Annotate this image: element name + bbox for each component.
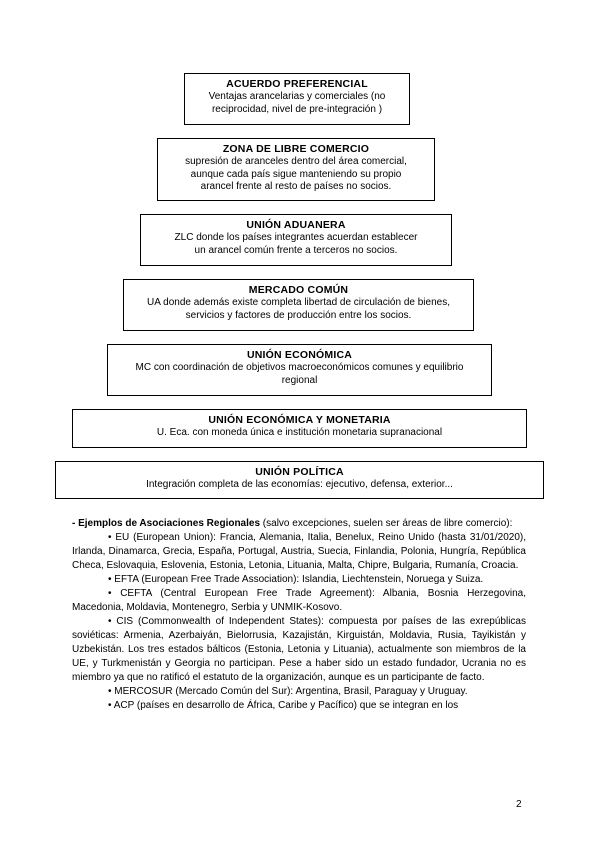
page-number: 2 bbox=[516, 799, 522, 810]
level-title: ZONA DE LIBRE COMERCIO bbox=[222, 143, 370, 155]
list-item-eu: • EU (European Union): Francia, Alemania, Italia, Benelux, Reino Unido (hasta 31/01/2020), Irlanda, Dinamarca, Grecia, España, Portugal, Austria, Suecia, Finlandia, Polonia, Hungría, República Checa, Eslovaquia, Eslovenia, Estonia, Letonia, Lituania, Malta, Chipre, Bulgaria, Rumanía, Croacia. bbox=[72, 532, 526, 571]
list-item-cis: • CIS (Commonwealth of Independent States): compuesta por países de las exrepúblicas soviéticas: Armenia, Azerbaiyán, Bielorrusia, Kazajistán, Kirguistán, Moldavia, Rusia, Tayikistán y Uzbekistán. Los tres estados bálticos (Estonia, Letonia y Lituania), actualmente son miembros de la UE, y Turkmenistán y Georgia no participan. Pese a haber sido un estado fundador, Ucrania no es miembro ya que no ratificó el estatuto de la organización, aunque es un participante de facto. bbox=[72, 616, 526, 683]
regional-associations-section bbox=[72, 517, 526, 713]
level-title: ACUERDO PREFERENCIAL bbox=[226, 78, 368, 90]
list-item-efta: • EFTA (European Free Trade Association): Islandia, Liechtenstein, Noruega y Suiza. bbox=[108, 574, 484, 585]
level-desc-line: servicios y factores de producción entre los socios. bbox=[185, 309, 412, 321]
level-union-politica bbox=[55, 461, 544, 499]
level-title: UNIÓN ADUANERA bbox=[246, 219, 346, 231]
level-zona-libre-comercio bbox=[157, 138, 435, 201]
level-acuerdo-preferencial bbox=[184, 73, 410, 125]
level-title: UNIÓN ECONÓMICA bbox=[246, 349, 353, 361]
level-union-economica-monetaria bbox=[72, 409, 527, 448]
level-desc-line: Integración completa de las economías: ejecutivo, defensa, exterior... bbox=[146, 479, 453, 490]
level-union-aduanera bbox=[140, 214, 452, 266]
level-union-economica bbox=[107, 344, 492, 396]
section-intro bbox=[72, 517, 526, 531]
section-heading-rest: (salvo excepciones, suelen ser áreas de libre comercio): bbox=[260, 518, 513, 529]
list-item-acp: • ACP (países en desarrollo de África, Caribe y Pacífico) que se integran en los bbox=[108, 700, 459, 711]
list-item-cefta: • CEFTA (Central European Free Trade Agreement): Albania, Bosnia Herzegovina, Macedonia, Moldavia, Montenegro, Serbia y UNMIK-Kosovo. bbox=[72, 588, 526, 613]
level-desc-line: reciprocidad, nivel de pre-integración ) bbox=[211, 103, 383, 115]
section-heading: - Ejemplos de Asociaciones Regionales bbox=[72, 518, 261, 529]
level-title: UNIÓN ECONÓMICA Y MONETARIA bbox=[208, 414, 391, 426]
level-desc-line: arancel frente al resto de países no socios. bbox=[200, 181, 392, 192]
level-mercado-comun bbox=[123, 279, 474, 331]
level-desc-line: U. Eca. con moneda única e institución monetaria supranacional bbox=[156, 427, 443, 438]
level-desc-line: supresión de aranceles dentro del área comercial, bbox=[185, 156, 407, 167]
level-desc-line: Ventajas arancelarias y comerciales (no bbox=[208, 91, 386, 102]
level-desc-line: ZLC donde los países integrantes acuerdan establecer bbox=[174, 232, 418, 243]
level-desc-line: aunque cada país sigue manteniendo su propio bbox=[190, 168, 402, 180]
level-desc-line: un arancel común frente a terceros no socios. bbox=[194, 244, 398, 256]
level-desc-line: MC con coordinación de objetivos macroeconómicos comunes y equilibrio bbox=[135, 362, 464, 373]
level-desc-line: UA donde además existe completa libertad de circulación de bienes, bbox=[147, 297, 450, 308]
level-title: MERCADO COMÚN bbox=[248, 284, 349, 296]
level-desc-line: regional bbox=[281, 374, 318, 386]
list-item-mercosur: • MERCOSUR (Mercado Común del Sur): Argentina, Brasil, Paraguay y Uruguay. bbox=[108, 686, 468, 697]
level-title: UNIÓN POLÍTICA bbox=[255, 466, 344, 478]
